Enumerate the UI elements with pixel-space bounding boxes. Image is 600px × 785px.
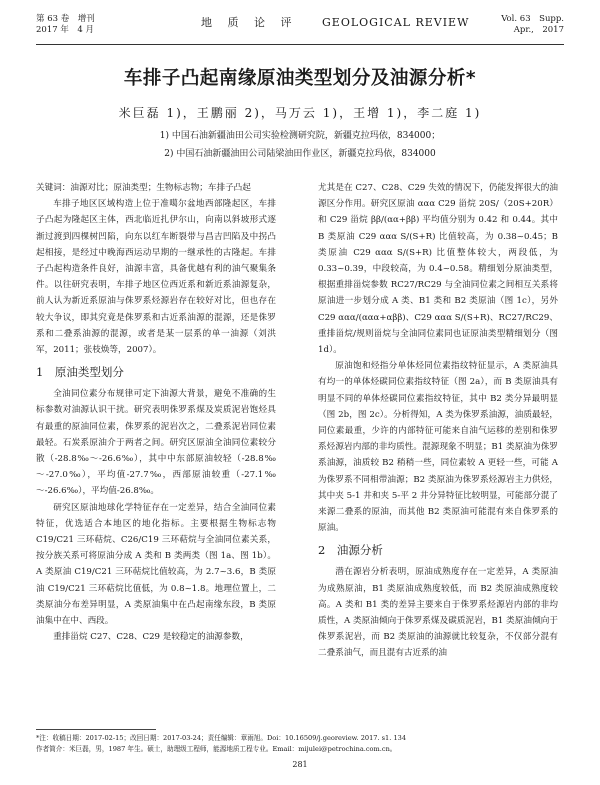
article-title: 车排子凸起南缘原油类型划分及油源分析* <box>123 68 477 89</box>
author-list: 米巨磊 1)，王鹏丽 2)，马万云 1)，王增 1)，李二庭 1) <box>118 106 482 120</box>
running-header <box>36 14 564 42</box>
header-rule <box>36 44 564 45</box>
affiliation-2: 2) 中国石油新疆油田公司陆梁油田作业区，新疆克拉玛依，834000 <box>164 149 436 159</box>
section-heading: 2 油源分析 <box>318 543 383 558</box>
header-volume-info: 第 63 卷 增刊 2017 年 4 月 <box>36 14 95 35</box>
header-journal-cn: 地 质 论 评 <box>201 16 298 29</box>
left-column <box>36 180 276 645</box>
paragraph: 尤其是在 C27、C28、C29 失效的情况下，仍能发挥很大的油源区分作用。研究区原油 ααα C29 甾烷 20S/（20S+20R）和 C29 甾烷 ββ/(αα+ββ) 平均值分别为 0.42 和 0.44。其中 B 类原油 C29 ααα S/(S+R) 比值较高，为 0.38~0.45；B 类原油 C29 ααα S/(S+R) 比值整体较大，两段低，为 0.33~0.39，中段较高，为 0.4~0.58。精细划分原油类型，根据重排甾烷参数 RC27/RC29 与全油同位素之间相互关系将原油进一步划分成 A 类、B1 类和 B2 类原油（图 1c），另外 C29 ααα/(ααα+αββ)、C29 ααα S/(S+R)、RC27/RC29、重排甾烷/规则甾烷与全油同位素同也证原油类型精细划分（图 1d）。 <box>318 183 558 356</box>
right-column <box>318 180 558 662</box>
paragraph: 全油同位素分布规律可定下油源大背景，避免不准确的生标参数对油源认识干扰。研究表明侏罗系煤及炭质泥岩饱烃具有最重的原油同位素，侏罗系的泥岩次之，二叠系泥岩同位素最轻。石炭系原油介于两者之间。研究区原油全油同位素较分散（-28.8‰～-26.6‰），其中中东部原油较轻（-28.8‰～-27.0‰），平均值-27.7‰，西部原油较重（-27.1‰～-26.6‰），平均值-26.8‰。 <box>36 389 276 497</box>
paragraph: 车排子地区区域构造上位于准噶尔盆地西部隆起区，车排子凸起为隆起区主体，西北临近扎伊尔山，向南以斜坡形式逐渐过渡到四棵树凹陷，向东以红车断裂带与昌吉凹陷及中拐凸起相接，是经过中晚海西运动早期的一继承性的古隆起。车排子凸起构造条件良好，油源丰富，具备优越有利的油气聚集条件。以往研究表明，车排子地区位西近系和新近系油源复杂，前人认为新近系原油与侏罗系烃源岩存在较好对比，但也存在较大争议，即其究竟是侏罗系和古近系油源的混源，还是侏罗系和二叠系油源的混源，或者是某一层系的单一油源（刘洪军，2011；张枝焕等，2007）。 <box>36 199 276 356</box>
section-heading: 1 原油类型划分 <box>36 365 124 380</box>
paragraph: 潜在源岩分析表明，原油成熟度存在一定差异，A 类原油为成熟原油，B1 类原油成熟度较低，而 B2 类原油成熟度较高。A 类和 B1 类的差异主要来自于侏罗系烃源岩内部的非均质性，A 类原油倾向于侏罗系煤及碳质泥岩，B1 类原油倾向于侏罗系泥岩，而 B2 类原油的油源就比较复杂，不仅部分混有二叠系油气，而且混有古近系的油 <box>318 567 558 659</box>
paragraph: 研究区原油地球化学特征存在一定差异，结合全油同位素特征，优选适合本地区的地化指标。主要根据生物标志物 C19/C21 三环萜烷、C26/C19 三环萜烷与全油同位素关系，按分族关系可将原油分成 A 类和 B 类两类（图 1a、图 1b）。A 类原油 C19/C21 三环萜烷比值较高，为 2.7~3.6，B 类原油 C19/C21 三环萜烷比值低，为 0.8~1.8。地理位置上，二类原油分布差异明显，A 类原油集中在凸起南缘东段，B 类原油集中在中、西段。 <box>36 502 276 627</box>
page-number: 281 <box>292 760 308 769</box>
paragraph: 原油饱和烃指分单体烃同位素指纹特征显示，A 类原油具有均一的单体烃碳同位素指纹特征（图 2a），而 B 类原油具有明显不同的单体烃碳同位素指纹特征，其中 B2 类分异最明显（图 2b，图 2c）。分析得知，A 类为侏罗系油源，油质最轻，同位素最重，少许的内部特征可能来自油气运移的差别和侏罗系烃源岩内部的非均质性。混源现象不明显；B1 类原油为侏罗系油源，油质较 B2 稍稍一些，同位素较 A 更轻一些，可能 A 为侏罗系不同相带油源；B2 类原油为侏罗系烃源岩主力供烃，其中夹 5-1 井和夹 5-平 2 井分异特征比较明显，可能部分混了来源二叠系的原油，而其他 B2 类原油可能混有来自侏罗系的原油。 <box>318 361 558 534</box>
footnote-rule <box>36 729 156 730</box>
header-volume-en: Vol. 63 Supp. Apr., 2017 <box>501 14 564 35</box>
paragraph: 重排甾烷 C27、C28、C29 是较稳定的油源参数， <box>53 632 249 643</box>
keywords: 关键词：油源对比；原油类型；生物标志物；车排子凸起 <box>36 183 251 193</box>
header-journal-en: GEOLOGICAL REVIEW <box>322 16 470 29</box>
footnote: *注：收稿日期：2017-02-15；改回日期：2017-03-24；责任编辑：章雨旭。Doi：10.16509/j.georeview. 2017. s1. 134 作者简介：米巨磊，男，1987 年生。硕士，助理级工程师，能源地质工程专业。Email：mijulei@petrochina.com.cn。 <box>36 734 407 753</box>
affiliation-1: 1) 中国石油新疆油田公司实验检测研究院，新疆克拉玛依，834000； <box>159 131 441 141</box>
